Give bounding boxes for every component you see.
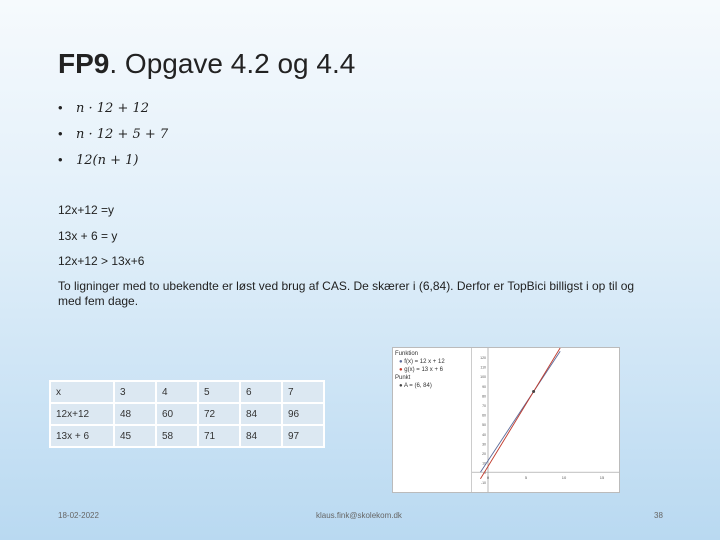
list-item [58,126,168,152]
y-tick-label: 50 [482,423,486,428]
table-cell: 7 [282,381,324,403]
y-tick-label: 90 [482,384,486,389]
equation-1: 12x+12 =y [58,203,115,217]
footer-date: 18-02-2022 [58,511,99,520]
table-cell: 6 [240,381,282,403]
expression-list [58,100,168,178]
f-dot-icon: ● [399,359,403,365]
table-cell: 84 [240,425,282,447]
table-cell: 5 [198,381,240,403]
table-cell: 45 [114,425,156,447]
table-row [50,381,324,403]
list-item [58,152,168,178]
y-tick-label: 60 [482,413,486,418]
point-dot-icon: ● [399,383,403,389]
y-tick-label: 110 [480,365,486,370]
function-g[interactable] [393,366,471,374]
point-a-label: A = (6, 84) [403,383,432,389]
expression-2: n · 12 + 5 + 7 [76,127,169,142]
table-cell: 84 [240,403,282,425]
table-cell: 12x+12 [50,403,114,425]
y-tick-label: 120 [480,356,486,360]
table-cell: 48 [114,403,156,425]
expression-3: 12(n + 1) [76,153,139,168]
list-item [58,100,168,126]
y-tick-label: 20 [482,452,486,456]
bullet-dot: • [58,126,63,141]
table-cell: 96 [282,403,324,425]
x-tick-label: 5 [524,475,528,481]
table-cell: 13x + 6 [50,425,114,447]
table-cell: x [50,381,114,403]
y-tick-label: 70 [482,404,486,408]
expression-1: n · 12 + 12 [76,101,150,116]
y-tick-label: 30 [482,442,486,447]
cas-window [392,347,620,493]
table-cell: 58 [156,425,198,447]
table-row [50,425,324,447]
footer-email: klaus.fink@skolekom.dk [316,511,402,520]
graphics-view[interactable] [472,348,619,492]
funktion-header: Funktion [395,351,419,357]
table-cell: 71 [198,425,240,447]
function-f-line [480,351,560,472]
table-cell: 4 [156,381,198,403]
g-dot-icon: ● [399,367,403,373]
explanation-text: To ligninger med to ubekendte er løst ved brug af CAS. De skærer i (6,84). Derfor er TopBici billigst i op til og med fem dage. [58,279,635,308]
x-tick-label: 15 [599,475,605,481]
function-g-line [480,348,560,479]
inequality: 12x+12 > 13x+6 [58,254,145,268]
table-cell: 97 [282,425,324,447]
values-table [49,380,325,448]
y-tick-label: 100 [480,375,486,380]
bullet-dot: • [58,152,63,167]
title-bold: FP9 [58,48,110,79]
function-g-label: g(x) = 13 x + 6 [404,367,443,373]
point-a[interactable] [393,382,471,390]
bullet-dot: • [58,100,63,115]
table-cell: 60 [156,403,198,425]
table-row [50,403,324,425]
footer-page-number: 38 [654,511,663,520]
page-title [58,48,355,80]
table-cell: 72 [198,403,240,425]
y-tick-label: 10 [482,461,486,466]
x-tick-label: 10 [561,475,567,481]
y-tick-label: 80 [482,394,486,399]
y-tick-label: 0 [484,471,486,476]
function-f[interactable] [393,358,471,366]
function-f-label: f(x) = 12 x + 12 [404,359,445,365]
punkt-header: Punkt [395,375,411,381]
x-tick-label: 0 [486,475,490,481]
algebra-view [393,348,472,492]
y-tick-label: 40 [482,432,486,437]
table-cell: 3 [114,381,156,403]
point-a-marker [532,390,535,393]
title-rest: . Opgave 4.2 og 4.4 [109,48,356,79]
equation-2: 13x + 6 = y [58,229,118,243]
y-tick-label: -10 [480,480,486,485]
